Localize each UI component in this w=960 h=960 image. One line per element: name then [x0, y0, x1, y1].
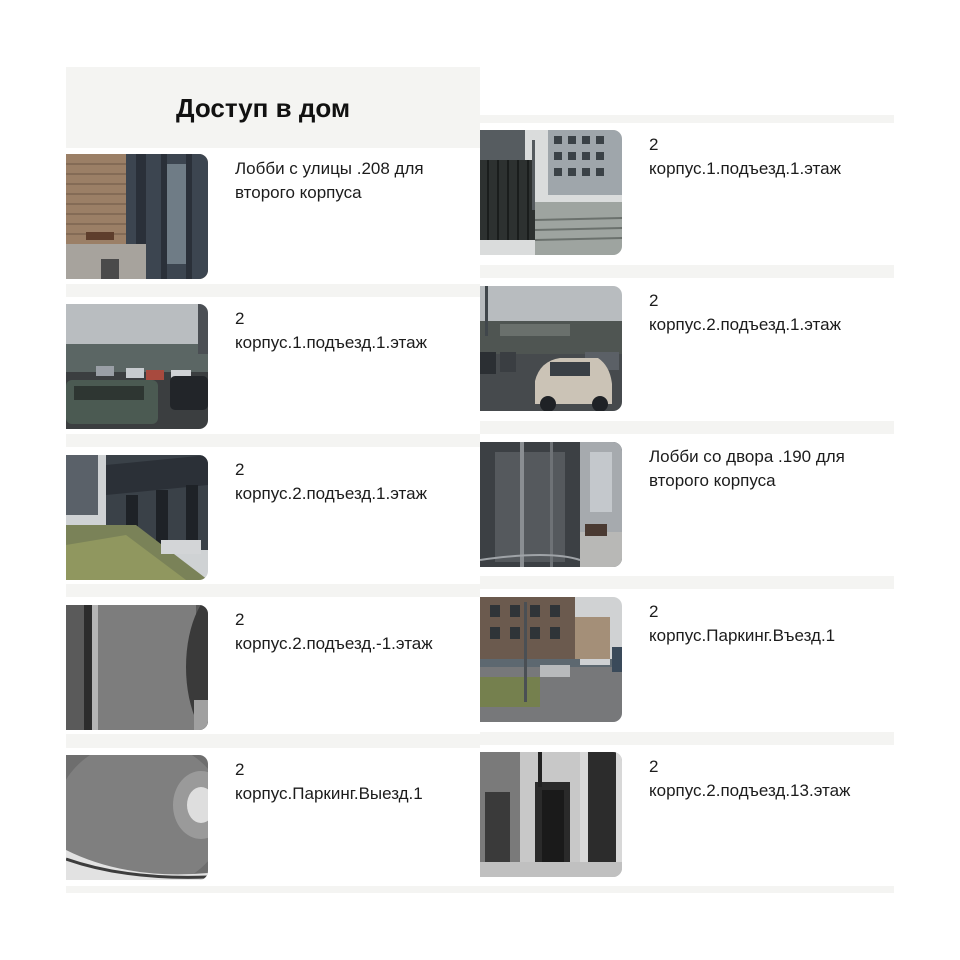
- camera-thumbnail[interactable]: [66, 304, 208, 429]
- camera-name-line2: корпус.Паркинг.Въезд.1: [649, 626, 836, 645]
- separator: [66, 434, 480, 447]
- separator: [480, 886, 894, 893]
- separator: [480, 421, 894, 434]
- camera-name-line2: корпус.2.подъезд.-1.этаж: [235, 634, 433, 653]
- camera-list-right: [480, 115, 894, 893]
- camera-card-parking-entry[interactable]: [480, 597, 894, 722]
- separator: [66, 284, 480, 297]
- camera-name-line2: второго корпуса: [649, 471, 776, 490]
- camera-card-building2-entrance1[interactable]: [66, 455, 480, 580]
- separator: [480, 115, 894, 123]
- camera-name-line2: корпус.2.подъезд.1.этаж: [649, 315, 841, 334]
- page-header: [66, 67, 480, 148]
- separator: [480, 576, 894, 589]
- camera-thumbnail[interactable]: [480, 442, 622, 567]
- camera-name: 2: [235, 610, 245, 629]
- camera-name: 2: [649, 757, 659, 776]
- camera-thumbnail[interactable]: [480, 286, 622, 411]
- camera-card-building1-entrance1[interactable]: [480, 130, 894, 255]
- camera-thumbnail[interactable]: [480, 752, 622, 877]
- camera-name: Лобби с улицы .208 для: [235, 159, 424, 178]
- camera-card-building1-entrance1[interactable]: [66, 304, 480, 429]
- separator: [480, 732, 894, 745]
- camera-name: 2: [235, 309, 245, 328]
- camera-card-building2-entrance1[interactable]: [480, 286, 894, 411]
- camera-name: 2: [649, 291, 659, 310]
- camera-name: 2: [235, 460, 245, 479]
- camera-card-building2-floor13[interactable]: [480, 752, 894, 877]
- camera-name: 2: [649, 602, 659, 621]
- camera-thumbnail[interactable]: [66, 154, 208, 279]
- separator: [66, 584, 480, 597]
- camera-name: 2: [235, 760, 245, 779]
- camera-name: Лобби со двора .190 для: [649, 447, 845, 466]
- camera-thumbnail[interactable]: [66, 605, 208, 730]
- camera-name-line2: корпус.2.подъезд.1.этаж: [235, 484, 427, 503]
- camera-name-line2: корпус.2.подъезд.13.этаж: [649, 781, 851, 800]
- camera-name: 2: [649, 135, 659, 154]
- camera-card-lobby-yard[interactable]: [480, 442, 894, 567]
- camera-card-building2-entrance-minus1[interactable]: [66, 605, 480, 730]
- separator: [66, 734, 480, 748]
- camera-name-line2: корпус.1.подъезд.1.этаж: [235, 333, 427, 352]
- camera-name-line2: корпус.Паркинг.Выезд.1: [235, 784, 423, 803]
- camera-list-left: [66, 67, 480, 893]
- camera-thumbnail[interactable]: [66, 455, 208, 580]
- page-title: Доступ в дом: [176, 93, 351, 123]
- camera-thumbnail[interactable]: [480, 597, 622, 722]
- separator: [66, 886, 480, 893]
- camera-name-line2: второго корпуса: [235, 183, 362, 202]
- camera-card-parking-exit[interactable]: [66, 755, 480, 880]
- separator: [480, 265, 894, 278]
- camera-card-lobby-street[interactable]: [66, 154, 480, 279]
- camera-thumbnail[interactable]: [66, 755, 208, 880]
- camera-name-line2: корпус.1.подъезд.1.этаж: [649, 159, 841, 178]
- camera-thumbnail[interactable]: [480, 130, 622, 255]
